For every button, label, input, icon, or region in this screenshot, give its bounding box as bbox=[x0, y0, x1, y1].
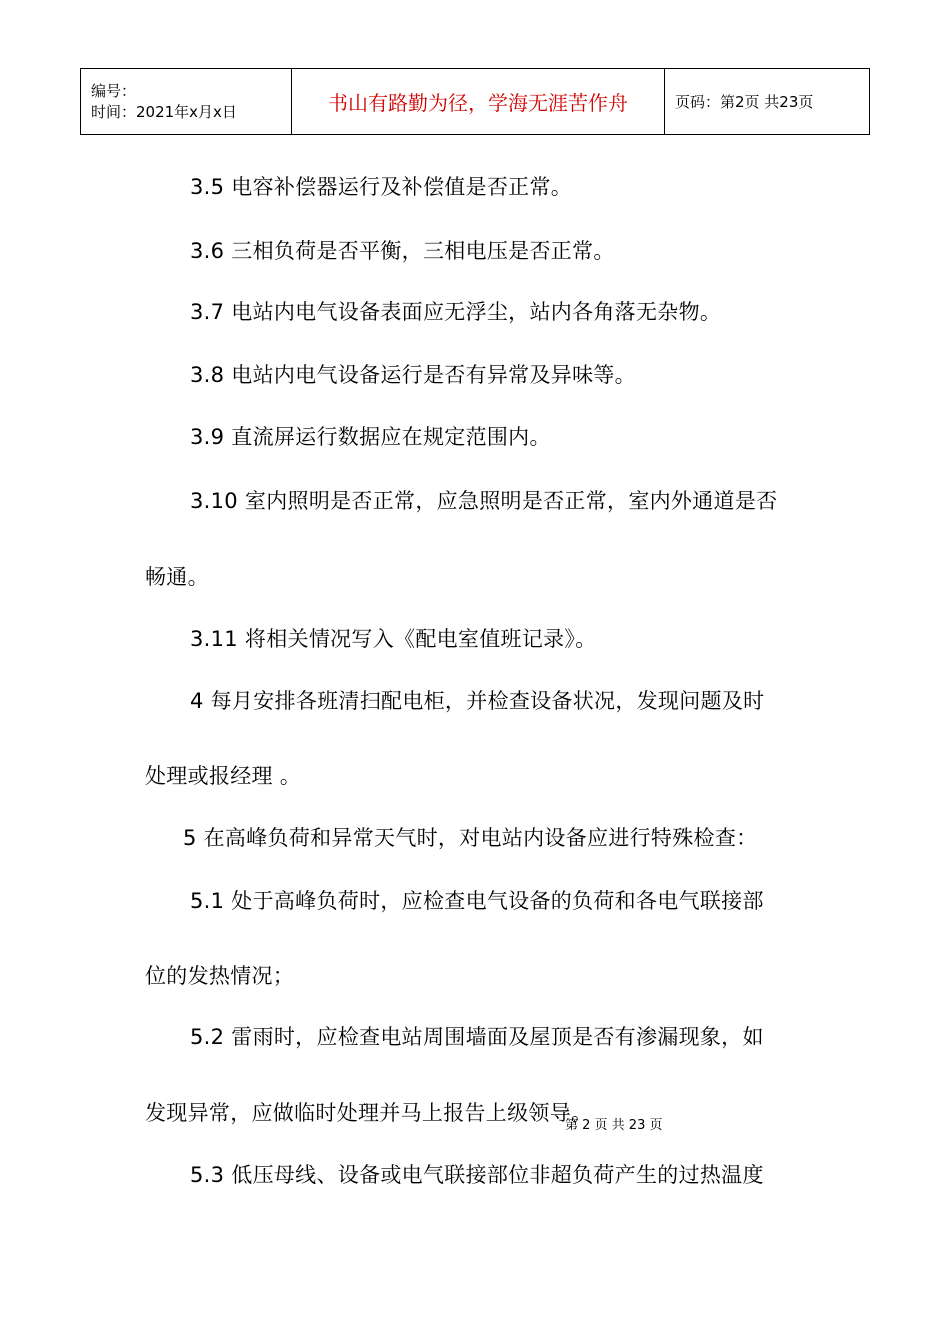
text-line: 4 每月安排各班清扫配电柜，并检查设备状况，发现问题及时 bbox=[190, 689, 765, 713]
text-line: 3.8 电站内电气设备运行是否有异常及异味等。 bbox=[190, 363, 636, 387]
text-line: 3.11 将相关情况写入《配电室值班记录》。 bbox=[190, 627, 597, 651]
text-line: 畅通。 bbox=[145, 565, 209, 589]
text-line: 3.5 电容补偿器运行及补偿值是否正常。 bbox=[190, 175, 573, 199]
page-footer: 第 2 页 共 23 页 bbox=[565, 1118, 663, 1133]
text-line: 5.2 雷雨时，应检查电站周围墙面及屋顶是否有渗漏现象，如 bbox=[190, 1025, 764, 1049]
text-line: 5 在高峰负荷和异常天气时，对电站内设备应进行特殊检查： bbox=[183, 826, 758, 850]
header-table bbox=[80, 68, 870, 135]
time-label: 时间：2021年x月x日 bbox=[91, 102, 237, 121]
text-line: 发现异常，应做临时处理并马上报告上级领导。 bbox=[145, 1101, 593, 1125]
motto: 书山有路勤为径，学海无涯苦作舟 bbox=[292, 69, 665, 135]
header-meta-cell bbox=[81, 69, 292, 135]
text-line: 处理或报经理 。 bbox=[145, 764, 302, 788]
text-line: 位的发热情况； bbox=[145, 964, 295, 988]
text-line: 5.1 处于高峰负荷时，应检查电气设备的负荷和各电气联接部 bbox=[190, 889, 764, 913]
text-line: 3.10 室内照明是否正常，应急照明是否正常，室内外通道是否 bbox=[190, 489, 778, 513]
page-info: 页码：第2页 共23页 bbox=[665, 69, 870, 135]
text-line: 3.6 三相负荷是否平衡，三相电压是否正常。 bbox=[190, 239, 615, 263]
text-line: 5.3 低压母线、设备或电气联接部位非超负荷产生的过热温度 bbox=[190, 1163, 764, 1187]
number-label: 编号： bbox=[91, 81, 137, 100]
text-line: 3.7 电站内电气设备表面应无浮尘，站内各角落无杂物。 bbox=[190, 300, 722, 324]
text-line: 3.9 直流屏运行数据应在规定范围内。 bbox=[190, 425, 551, 449]
